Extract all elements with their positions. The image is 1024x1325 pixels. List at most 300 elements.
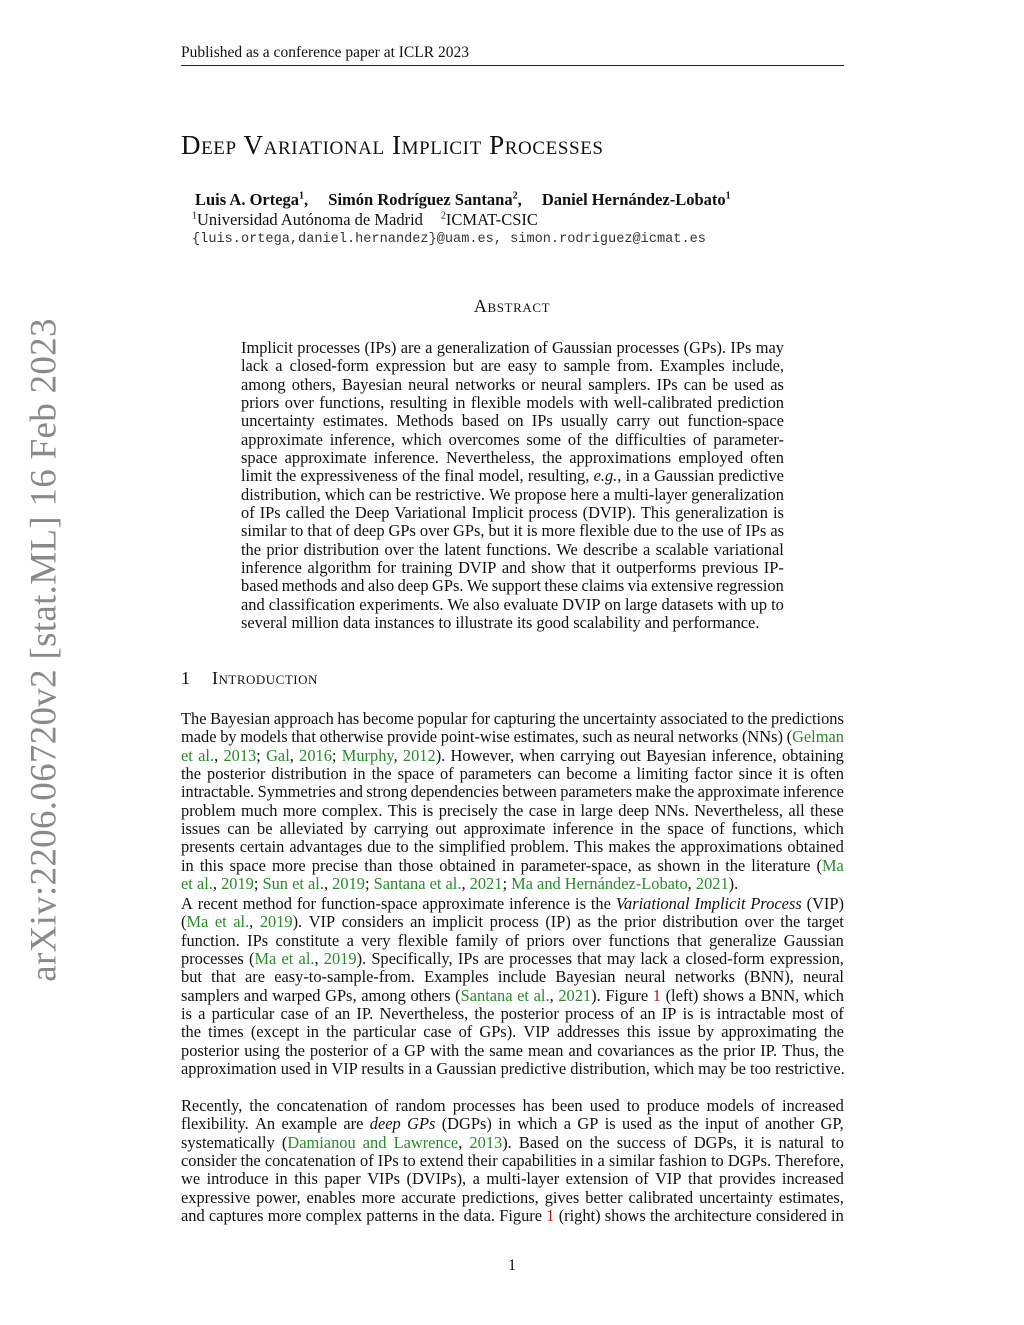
text-line bbox=[241, 504, 784, 522]
text-segment: Variational bbox=[394, 503, 467, 523]
word bbox=[241, 431, 323, 449]
text-segment: resulting bbox=[389, 393, 448, 413]
text-segment: among bbox=[361, 985, 406, 1005]
citation-link[interactable]: Santana et al. bbox=[373, 874, 462, 894]
word bbox=[541, 376, 582, 394]
word bbox=[181, 987, 239, 1005]
word bbox=[804, 987, 844, 1005]
text-segment: consider bbox=[181, 1151, 237, 1171]
text-segment: extensive bbox=[651, 576, 714, 596]
text-segment: of bbox=[360, 1151, 374, 1171]
word bbox=[509, 895, 570, 913]
text-segment: GPs bbox=[388, 521, 416, 541]
word bbox=[474, 1005, 494, 1023]
word bbox=[282, 950, 294, 968]
text-line bbox=[241, 541, 784, 559]
text-segment: , bbox=[461, 874, 470, 894]
text-segment: and bbox=[568, 1040, 593, 1060]
word bbox=[471, 710, 490, 728]
word bbox=[407, 1115, 435, 1133]
word bbox=[398, 577, 429, 595]
text-segment: been bbox=[551, 1096, 583, 1115]
text-segment: is bbox=[526, 521, 538, 541]
text-segment: over bbox=[572, 930, 602, 950]
word bbox=[572, 932, 601, 950]
text-segment: in bbox=[181, 855, 194, 875]
text-segment: Deep bbox=[354, 503, 390, 523]
text-segment: We bbox=[489, 484, 511, 504]
author-emails[interactable]: {luis.ortega,daniel.hernandez}@uam.es, simon.rodriguez@icmat.es bbox=[192, 232, 706, 247]
word bbox=[684, 339, 726, 357]
word bbox=[282, 1134, 356, 1152]
text-segment: process bbox=[528, 503, 578, 523]
word bbox=[423, 1023, 451, 1041]
citation-link[interactable]: al. bbox=[198, 745, 215, 765]
text-segment: method bbox=[242, 894, 292, 913]
word bbox=[662, 1005, 677, 1023]
text-segment: can bbox=[227, 819, 250, 839]
word bbox=[469, 1134, 511, 1152]
text-line bbox=[241, 394, 784, 412]
word bbox=[276, 467, 296, 485]
word bbox=[241, 802, 277, 820]
word bbox=[562, 596, 600, 614]
text-segment: in bbox=[274, 1169, 288, 1189]
word bbox=[371, 950, 452, 968]
word bbox=[181, 1134, 275, 1152]
text-segment: the bbox=[329, 503, 350, 523]
word bbox=[353, 765, 366, 783]
text-segment: precise bbox=[311, 855, 359, 875]
text-segment: to bbox=[290, 521, 304, 541]
text-segment: Bayesian bbox=[210, 709, 271, 728]
word bbox=[628, 577, 648, 595]
word bbox=[658, 857, 701, 875]
text-segment: example bbox=[281, 1114, 338, 1134]
affiliation-mark: 2 bbox=[440, 210, 446, 222]
word bbox=[306, 1207, 362, 1225]
word bbox=[181, 820, 220, 838]
text-segment: considered bbox=[755, 1206, 827, 1226]
affiliation-mark: 2 bbox=[512, 190, 518, 202]
word bbox=[779, 1189, 844, 1207]
text-segment: use bbox=[701, 521, 724, 541]
word bbox=[395, 504, 467, 522]
citation-link[interactable]: al. bbox=[233, 912, 250, 932]
word bbox=[377, 559, 396, 577]
word bbox=[388, 802, 417, 820]
citation-link[interactable]: Damianou bbox=[287, 1132, 356, 1152]
text-segment: extend bbox=[419, 1151, 464, 1171]
word bbox=[728, 1152, 771, 1170]
text-segment: of bbox=[567, 429, 582, 449]
text-segment: the bbox=[698, 1040, 719, 1060]
abstract-body bbox=[241, 339, 784, 633]
word bbox=[732, 357, 784, 375]
word bbox=[437, 339, 530, 357]
citation-link[interactable]: Gal bbox=[266, 745, 290, 765]
word bbox=[517, 987, 529, 1005]
citation-link[interactable]: Ma bbox=[186, 912, 209, 932]
text-segment: of bbox=[727, 521, 742, 541]
text-segment: predictive bbox=[718, 466, 784, 486]
word bbox=[374, 820, 429, 838]
word bbox=[403, 747, 445, 765]
text-segment: the bbox=[371, 764, 392, 784]
text-segment: in bbox=[620, 819, 634, 839]
word bbox=[656, 541, 709, 559]
author-separator: , bbox=[304, 190, 309, 209]
citation-link[interactable]: Ma and Hernández-Lobato bbox=[511, 874, 688, 894]
word bbox=[249, 950, 276, 968]
word bbox=[300, 467, 397, 485]
text-segment: patterns bbox=[366, 1206, 419, 1226]
text-segment: similar bbox=[241, 521, 287, 541]
text-segment: dependencies bbox=[410, 782, 499, 802]
word bbox=[453, 357, 474, 375]
word bbox=[233, 913, 253, 931]
text-segment: a bbox=[563, 1114, 572, 1134]
word bbox=[398, 932, 448, 950]
word bbox=[569, 449, 671, 467]
citation-link[interactable]: 2019 bbox=[332, 874, 365, 894]
text-segment: BNN, bbox=[760, 985, 800, 1005]
text-segment: has bbox=[337, 709, 360, 728]
text-segment: , bbox=[323, 874, 333, 894]
citation-link[interactable]: Santana bbox=[460, 985, 513, 1005]
text-segment: show bbox=[531, 558, 566, 578]
text-segment: Bayesian bbox=[341, 374, 403, 394]
word bbox=[782, 1170, 844, 1188]
section-number: 1 bbox=[181, 668, 191, 688]
word bbox=[577, 950, 602, 968]
word bbox=[745, 1115, 759, 1133]
word bbox=[700, 1005, 711, 1023]
text-segment: family bbox=[455, 930, 499, 950]
citation-link[interactable]: et bbox=[517, 985, 529, 1005]
text-segment: space bbox=[229, 855, 266, 875]
text-segment: estimates, bbox=[778, 1187, 844, 1207]
citation-link[interactable]: 2019 bbox=[221, 874, 254, 894]
word bbox=[181, 1207, 205, 1225]
word bbox=[471, 504, 523, 522]
text-segment: precisely bbox=[438, 800, 498, 820]
word bbox=[319, 394, 384, 412]
text-segment: VIP bbox=[523, 1022, 550, 1042]
text-segment: A bbox=[181, 894, 193, 913]
citation-link[interactable]: Ma bbox=[254, 949, 277, 969]
text-segment: approach bbox=[273, 709, 334, 728]
word bbox=[588, 376, 650, 394]
section-title: Introduction bbox=[212, 668, 318, 688]
text-line bbox=[241, 486, 784, 504]
text-segment: functions. bbox=[485, 539, 552, 559]
text-segment: introduce bbox=[206, 1169, 269, 1189]
word bbox=[241, 1152, 261, 1170]
word bbox=[370, 1115, 401, 1133]
word bbox=[420, 1152, 464, 1170]
text-segment: is bbox=[604, 1114, 616, 1134]
text-segment: obtained bbox=[439, 855, 496, 875]
word bbox=[330, 504, 350, 522]
text-segment: as bbox=[658, 1114, 673, 1134]
citation-link[interactable]: 2021 bbox=[558, 985, 592, 1005]
text-segment: in bbox=[562, 800, 576, 820]
text-segment: the bbox=[640, 819, 661, 839]
text-segment: the bbox=[780, 912, 801, 932]
citation-link[interactable]: Lawrence bbox=[393, 1132, 459, 1152]
text-segment: which bbox=[517, 1114, 558, 1134]
citation-link[interactable]: Sun et al. bbox=[262, 874, 324, 894]
text-segment: mean bbox=[528, 1040, 564, 1060]
text-segment: among bbox=[241, 374, 286, 394]
word bbox=[484, 950, 504, 968]
citation-link[interactable]: Gelman bbox=[792, 727, 844, 747]
word bbox=[324, 950, 366, 968]
text-segment: ). bbox=[591, 985, 601, 1005]
word bbox=[379, 1005, 468, 1023]
word bbox=[778, 765, 787, 783]
word bbox=[410, 913, 425, 931]
arxiv-identifier-stamp[interactable]: arXiv:2206.06720v2 [stat.ML] 16 Feb 2023 bbox=[23, 318, 65, 982]
word bbox=[782, 747, 844, 765]
word bbox=[507, 412, 523, 430]
word bbox=[367, 838, 391, 856]
text-segment: inference bbox=[782, 782, 844, 802]
text-segment: ). bbox=[502, 1132, 512, 1152]
text-segment: estimates. bbox=[322, 411, 388, 431]
text-line bbox=[241, 449, 784, 467]
word bbox=[531, 559, 566, 577]
text-segment: more bbox=[272, 855, 306, 875]
text-segment: expression bbox=[375, 356, 446, 376]
word bbox=[286, 504, 325, 522]
word bbox=[526, 932, 564, 950]
word bbox=[831, 1207, 844, 1225]
text-segment: simplified bbox=[438, 837, 506, 857]
text-segment: target bbox=[806, 912, 844, 932]
text-segment: the bbox=[823, 1022, 844, 1042]
word bbox=[251, 1023, 299, 1041]
word bbox=[504, 596, 559, 614]
figure-reference-link[interactable]: 1 bbox=[652, 985, 661, 1005]
text-segment: Nevertheless, bbox=[446, 448, 535, 468]
word bbox=[641, 504, 670, 522]
citation-link[interactable]: 2016 bbox=[299, 745, 332, 765]
text-line bbox=[181, 1060, 844, 1078]
text-segment: intractable bbox=[716, 1004, 786, 1024]
citation-link[interactable]: 2019 bbox=[259, 912, 293, 932]
text-segment: to bbox=[661, 521, 674, 541]
citation-link[interactable]: 2013 bbox=[469, 1132, 503, 1152]
word bbox=[583, 541, 638, 559]
word bbox=[181, 1189, 250, 1207]
text-segment: input bbox=[704, 1114, 739, 1134]
citation-link[interactable]: et bbox=[181, 745, 193, 765]
word bbox=[432, 577, 463, 595]
citation-link[interactable]: et bbox=[214, 912, 227, 932]
word bbox=[667, 820, 703, 838]
text-segment: process bbox=[565, 1004, 615, 1024]
word bbox=[198, 1005, 205, 1023]
citation-link[interactable]: al. bbox=[298, 949, 315, 969]
citation-link[interactable]: 2021 bbox=[695, 874, 729, 894]
word bbox=[607, 950, 635, 968]
word bbox=[211, 968, 236, 986]
word bbox=[420, 467, 440, 485]
text-segment: (IP) bbox=[545, 912, 571, 932]
word bbox=[374, 449, 439, 467]
citation-link[interactable]: and bbox=[362, 1132, 387, 1152]
emphasized-text: GPs bbox=[407, 1114, 436, 1134]
word bbox=[210, 710, 270, 728]
text-segment: a bbox=[672, 949, 681, 969]
word bbox=[574, 838, 603, 856]
affiliations bbox=[192, 210, 538, 230]
text-segment: GP bbox=[404, 1040, 426, 1060]
citation-link[interactable]: et bbox=[281, 949, 294, 969]
word bbox=[384, 541, 413, 559]
text-segment: posterior bbox=[207, 764, 266, 784]
text-segment: makes bbox=[608, 837, 651, 857]
text-segment: inference, bbox=[329, 429, 395, 449]
word bbox=[410, 987, 450, 1005]
citation-link[interactable]: 2013 bbox=[223, 745, 257, 765]
word bbox=[761, 987, 800, 1005]
word bbox=[330, 431, 395, 449]
word bbox=[807, 913, 844, 931]
word bbox=[444, 467, 474, 485]
text-segment: is bbox=[575, 894, 586, 913]
word bbox=[181, 950, 244, 968]
text-segment: VIP bbox=[655, 1169, 682, 1189]
text-segment: distribution bbox=[662, 912, 739, 932]
text-line bbox=[241, 614, 784, 632]
text-segment: An bbox=[255, 1114, 276, 1134]
text-segment: associated bbox=[660, 709, 728, 728]
word bbox=[275, 1170, 288, 1188]
word bbox=[750, 895, 801, 913]
word bbox=[716, 577, 783, 595]
word bbox=[566, 1170, 629, 1188]
word bbox=[241, 486, 321, 504]
text-line bbox=[181, 1115, 844, 1133]
text-line bbox=[181, 1097, 844, 1115]
figure-reference-link[interactable]: 1 bbox=[546, 1206, 555, 1226]
word bbox=[274, 710, 334, 728]
word bbox=[360, 1152, 374, 1170]
text-line bbox=[181, 1152, 844, 1170]
citation-link[interactable]: 2019 bbox=[323, 949, 357, 969]
word bbox=[304, 541, 380, 559]
word bbox=[555, 968, 615, 986]
citation-link[interactable]: Murphy bbox=[341, 745, 394, 765]
citation-link[interactable]: Ma bbox=[821, 855, 844, 875]
word bbox=[638, 857, 652, 875]
word bbox=[528, 1042, 564, 1060]
text-segment: over bbox=[384, 539, 414, 559]
citation-link[interactable]: et al. bbox=[181, 874, 213, 894]
citation-link[interactable]: al. bbox=[533, 985, 550, 1005]
word bbox=[591, 895, 611, 913]
word bbox=[290, 357, 369, 375]
text-segment: a bbox=[346, 930, 354, 950]
section-heading bbox=[181, 668, 318, 689]
word bbox=[241, 412, 315, 430]
text-segment: in bbox=[706, 855, 720, 875]
word bbox=[422, 1207, 435, 1225]
word bbox=[653, 987, 661, 1005]
text-segment: Bayesian bbox=[646, 745, 707, 765]
word bbox=[241, 596, 265, 614]
text-segment: over bbox=[419, 521, 450, 541]
word bbox=[770, 950, 844, 968]
text-segment: the bbox=[464, 1040, 485, 1060]
text-segment: of bbox=[458, 1022, 473, 1042]
text-segment: extension bbox=[565, 1169, 629, 1189]
text-segment: which bbox=[803, 819, 844, 839]
text-segment: However, bbox=[450, 745, 515, 765]
text-segment: VIPs bbox=[367, 1169, 401, 1189]
text-segment: such bbox=[582, 727, 613, 747]
text-segment: parameter- bbox=[713, 429, 784, 449]
citation-link[interactable]: 2012 bbox=[402, 745, 436, 765]
text-segment: increased bbox=[781, 1096, 844, 1115]
affiliation-mark: 1 bbox=[299, 190, 305, 202]
word bbox=[515, 486, 567, 504]
word bbox=[646, 747, 706, 765]
text-segment: to bbox=[771, 594, 784, 614]
text-segment: random bbox=[395, 1096, 446, 1115]
word bbox=[241, 577, 278, 595]
word bbox=[455, 376, 515, 394]
text-segment: flexible bbox=[397, 930, 448, 950]
word bbox=[356, 1005, 373, 1023]
text-segment: ). bbox=[292, 912, 303, 932]
text-segment: , bbox=[687, 874, 696, 894]
word bbox=[643, 467, 650, 485]
text-segment: warped bbox=[272, 985, 321, 1005]
text-segment: (VIP) bbox=[806, 894, 844, 913]
text-segment: space bbox=[241, 448, 278, 468]
word bbox=[241, 504, 255, 522]
text-segment: which bbox=[803, 985, 844, 1005]
word bbox=[810, 765, 844, 783]
text-segment: GPs. bbox=[432, 576, 464, 596]
text-segment: generalization bbox=[675, 503, 768, 523]
word bbox=[449, 431, 520, 449]
word bbox=[420, 522, 449, 540]
text-segment: large bbox=[624, 594, 658, 614]
text-segment: paper bbox=[324, 1169, 361, 1189]
citation-link[interactable]: 2021 bbox=[469, 874, 503, 894]
text-segment: prediction bbox=[717, 393, 784, 413]
text-segment: issues bbox=[181, 819, 221, 839]
text-segment: on bbox=[566, 1132, 583, 1152]
text-segment: resulting, bbox=[527, 466, 590, 486]
text-segment: can bbox=[368, 484, 392, 504]
text-segment: ; bbox=[331, 745, 337, 765]
text-segment: Nevertheless, bbox=[694, 800, 783, 820]
word bbox=[545, 1189, 580, 1207]
word bbox=[635, 783, 671, 801]
text-segment: approximating bbox=[721, 1022, 817, 1042]
emphasized-text: e.g. bbox=[593, 466, 618, 486]
word bbox=[673, 1134, 687, 1152]
text-segment: models bbox=[706, 1096, 755, 1115]
text-segment: carrying bbox=[373, 819, 429, 839]
text-segment: by bbox=[220, 727, 237, 747]
